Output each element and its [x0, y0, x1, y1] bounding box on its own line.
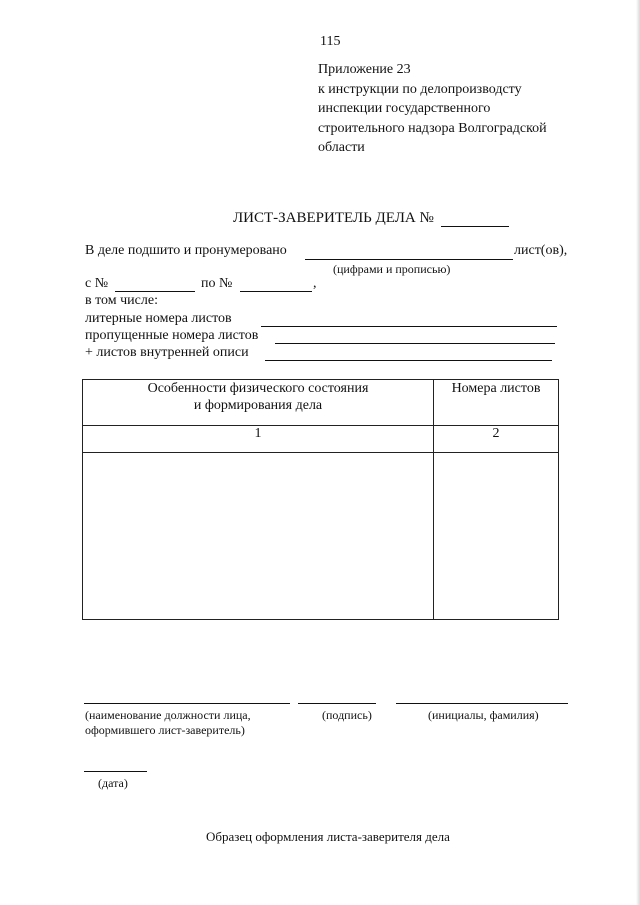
position-blank — [84, 703, 290, 704]
case-number-blank — [441, 226, 509, 227]
appendix-line: строительного надзора Волгоградской — [318, 120, 547, 136]
appendix-line: инспекции государственного — [318, 101, 491, 116]
initials-blank — [396, 703, 568, 704]
to-suffix: , — [313, 276, 317, 291]
signature-blank — [298, 703, 376, 704]
including-label: в том числе: — [85, 293, 158, 308]
condition-cell — [83, 453, 434, 620]
position-caption-line2: оформившего лист-заверитель) — [85, 723, 245, 737]
letter-numbers-label: литерные номера листов — [85, 311, 232, 326]
letter-numbers-blank — [261, 326, 557, 327]
appendix-line: области — [318, 140, 365, 155]
filed-count-blank — [305, 259, 513, 260]
header-condition-line: и формирования дела — [193, 398, 323, 413]
appendix-header — [318, 60, 618, 158]
inner-inventory-label: + листов внутренней описи — [85, 345, 249, 360]
header-condition-line: Особенности физического состояния — [147, 381, 369, 396]
document-title: ЛИСТ-ЗАВЕРИТЕЛЬ ДЕЛА № — [233, 210, 434, 226]
skipped-numbers-label: пропущенные номера листов — [85, 328, 259, 343]
appendix-line: к инструкции по делопроизводсту — [318, 81, 522, 97]
filed-label: В деле подшито и пронумеровано — [85, 243, 287, 258]
position-caption-line1: (наименование должности лица, — [85, 708, 251, 722]
page-number: 115 — [320, 34, 341, 49]
to-blank — [240, 291, 312, 292]
sheet-numbers-cell — [434, 453, 559, 620]
column-number-1: 1 — [83, 426, 434, 453]
header-sheet-numbers-label: Номера листов — [451, 381, 541, 396]
initials-caption: (инициалы, фамилия) — [428, 708, 539, 722]
scan-edge-shadow — [636, 0, 640, 905]
filed-hint: (цифрами и прописью) — [333, 262, 451, 276]
inner-inventory-blank — [265, 360, 552, 361]
skipped-numbers-blank — [275, 343, 555, 344]
condition-table — [82, 379, 559, 620]
column-number-2: 2 — [434, 426, 559, 453]
header-condition — [83, 380, 434, 426]
to-label: по № — [201, 276, 233, 291]
sample-caption: Образец оформления листа-заверителя дела — [206, 829, 450, 844]
appendix-line: Приложение 23 — [318, 62, 411, 77]
from-label: с № — [85, 276, 109, 291]
header-sheet-numbers — [434, 380, 559, 426]
filed-suffix: лист(ов), — [514, 243, 568, 258]
signature-caption: (подпись) — [322, 708, 372, 722]
from-blank — [115, 291, 195, 292]
date-blank — [84, 771, 147, 772]
date-caption: (дата) — [98, 776, 128, 790]
